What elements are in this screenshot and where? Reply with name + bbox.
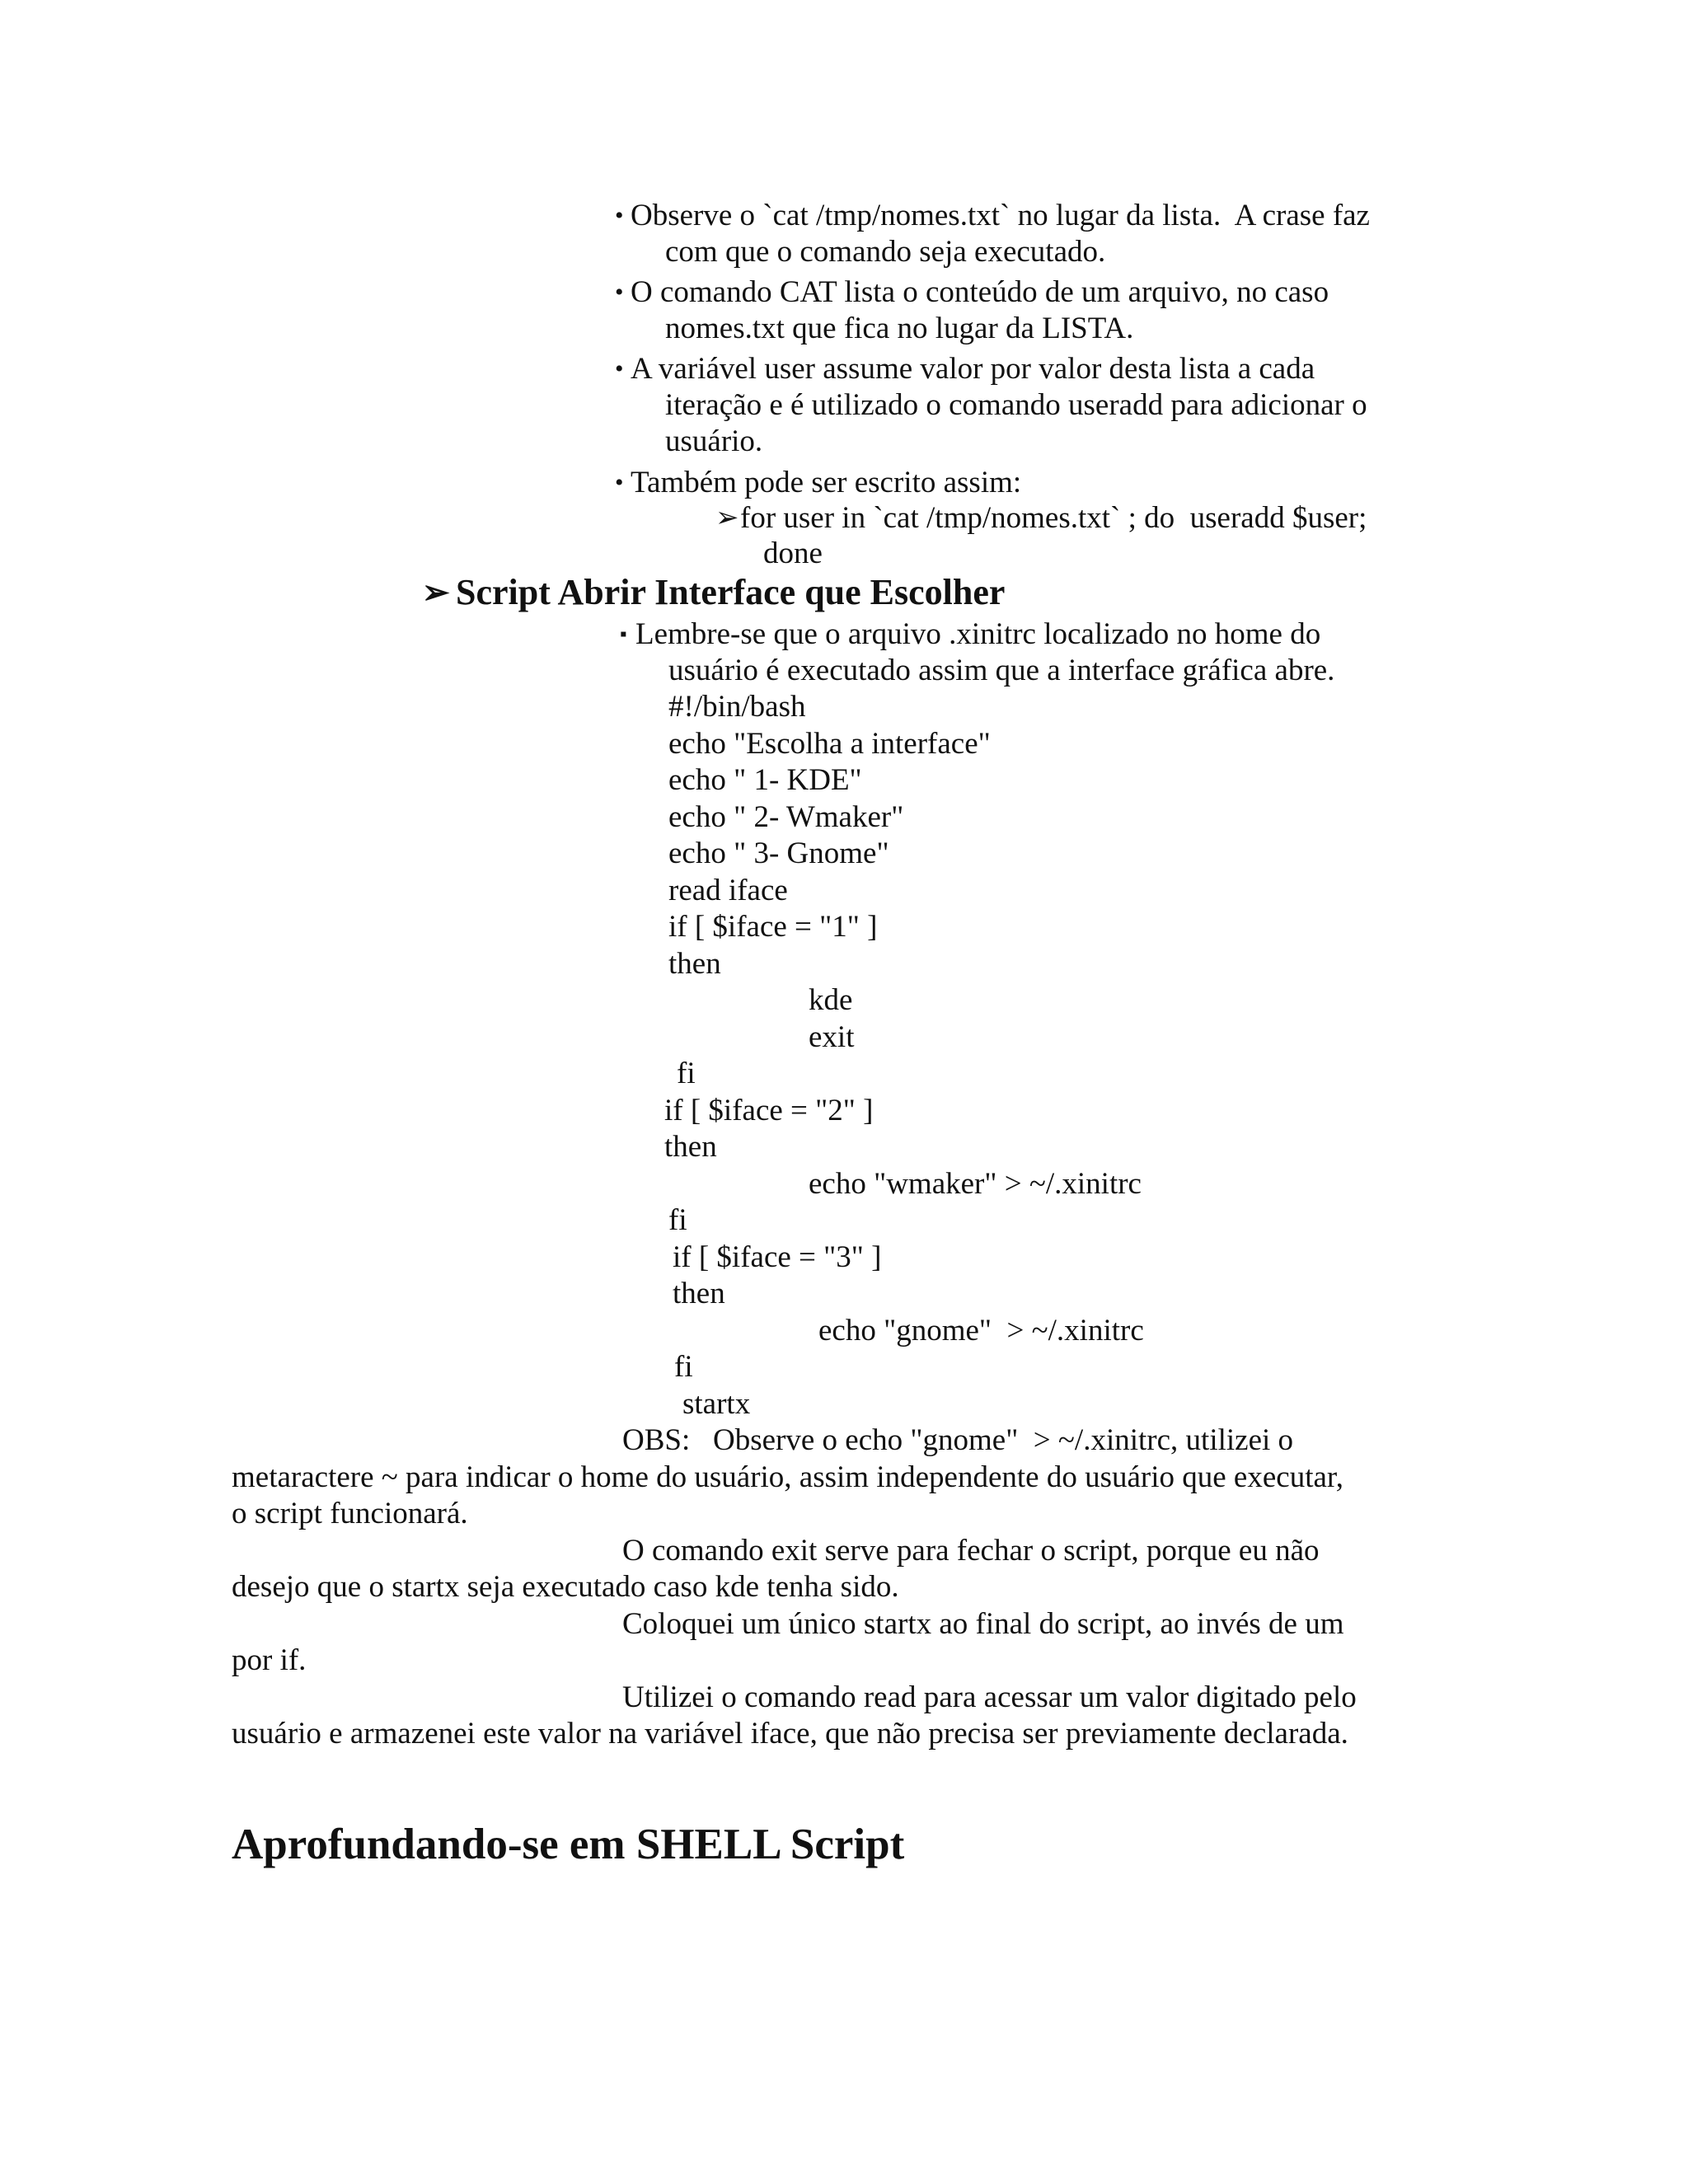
chapter-heading: Aprofundando-se em SHELL Script xyxy=(232,1821,905,1868)
code-line: exit xyxy=(809,1020,855,1054)
square-bullet-icon: ▪ xyxy=(620,624,627,645)
code-line: #!/bin/bash xyxy=(668,690,806,724)
bullet-text-line: Também pode ser escrito assim: xyxy=(631,466,1022,499)
note-line: Coloquei um único startx ao final do script, ao invés de um xyxy=(622,1607,1344,1641)
code-line: fi xyxy=(674,1350,693,1384)
code-line: kde xyxy=(809,983,853,1017)
code-line: then xyxy=(673,1277,725,1310)
intro-line: Lembre-se que o arquivo .xinitrc localizado no home do xyxy=(635,617,1321,651)
bullet-text-line: usuário. xyxy=(665,424,763,458)
bullet-dot: • xyxy=(615,279,624,306)
code-line: if [ $iface = "2" ] xyxy=(664,1094,874,1127)
code-line: startx xyxy=(682,1387,751,1421)
bullet-text-line: O comando CAT lista o conteúdo de um arquivo, no caso xyxy=(631,275,1329,309)
note-line: usuário e armazenei este valor na variável iface, que não precisa ser previamente declarada. xyxy=(232,1717,1348,1750)
code-line: fi xyxy=(668,1203,687,1237)
code-line: fi xyxy=(677,1057,696,1090)
bullet-text-line: Observe o `cat /tmp/nomes.txt` no lugar da lista. A crase faz xyxy=(631,199,1370,232)
bullet-dot: • xyxy=(615,469,624,496)
bullet-text-line: A variável user assume valor por valor desta lista a cada xyxy=(631,352,1315,386)
code-line: then xyxy=(668,947,721,981)
code-line: if [ $iface = "1" ] xyxy=(668,910,878,944)
code-line: echo " 2- Wmaker" xyxy=(668,800,904,834)
section-title: Script Abrir Interface que Escolher xyxy=(456,572,1006,612)
note-line: por if. xyxy=(232,1643,307,1677)
code-line: echo "wmaker" > ~/.xinitrc xyxy=(809,1167,1142,1201)
code-line: echo "Escolha a interface" xyxy=(668,727,991,761)
bullet-text-line: com que o comando seja executado. xyxy=(665,235,1106,269)
note-line: OBS: Observe o echo "gnome" > ~/.xinitrc, utilizei o xyxy=(622,1423,1294,1457)
bullet-text-line: iteração e é utilizado o comando useradd para adicionar o xyxy=(665,388,1367,422)
code-line: echo " 1- KDE" xyxy=(668,763,862,797)
note-line: metaractere ~ para indicar o home do usuário, assim independente do usuário que executar, xyxy=(232,1460,1343,1494)
arrow-bullet-icon: ➢ xyxy=(715,503,739,533)
intro-line: usuário é executado assim que a interface gráfica abre. xyxy=(668,654,1335,687)
code-line: read iface xyxy=(668,874,788,907)
sub-bullet-line: for user in `cat /tmp/nomes.txt` ; do useradd $user; xyxy=(740,501,1367,535)
arrow-bullet-icon: ➢ xyxy=(422,574,450,611)
code-line: then xyxy=(664,1130,717,1164)
code-line: if [ $iface = "3" ] xyxy=(673,1240,882,1274)
note-line: desejo que o startx seja executado caso kde tenha sido. xyxy=(232,1570,899,1604)
bullet-text-line: nomes.txt que fica no lugar da LISTA. xyxy=(665,312,1134,345)
bullet-dot: • xyxy=(615,355,624,382)
code-line: echo " 3- Gnome" xyxy=(668,837,889,870)
note-line: o script funcionará. xyxy=(232,1497,468,1530)
note-line: O comando exit serve para fechar o script, porque eu não xyxy=(622,1534,1320,1568)
note-line: Utilizei o comando read para acessar um valor digitado pelo xyxy=(622,1680,1357,1714)
bullet-dot: • xyxy=(615,202,624,229)
code-line: echo "gnome" > ~/.xinitrc xyxy=(818,1314,1144,1347)
sub-bullet-line: done xyxy=(763,537,823,570)
